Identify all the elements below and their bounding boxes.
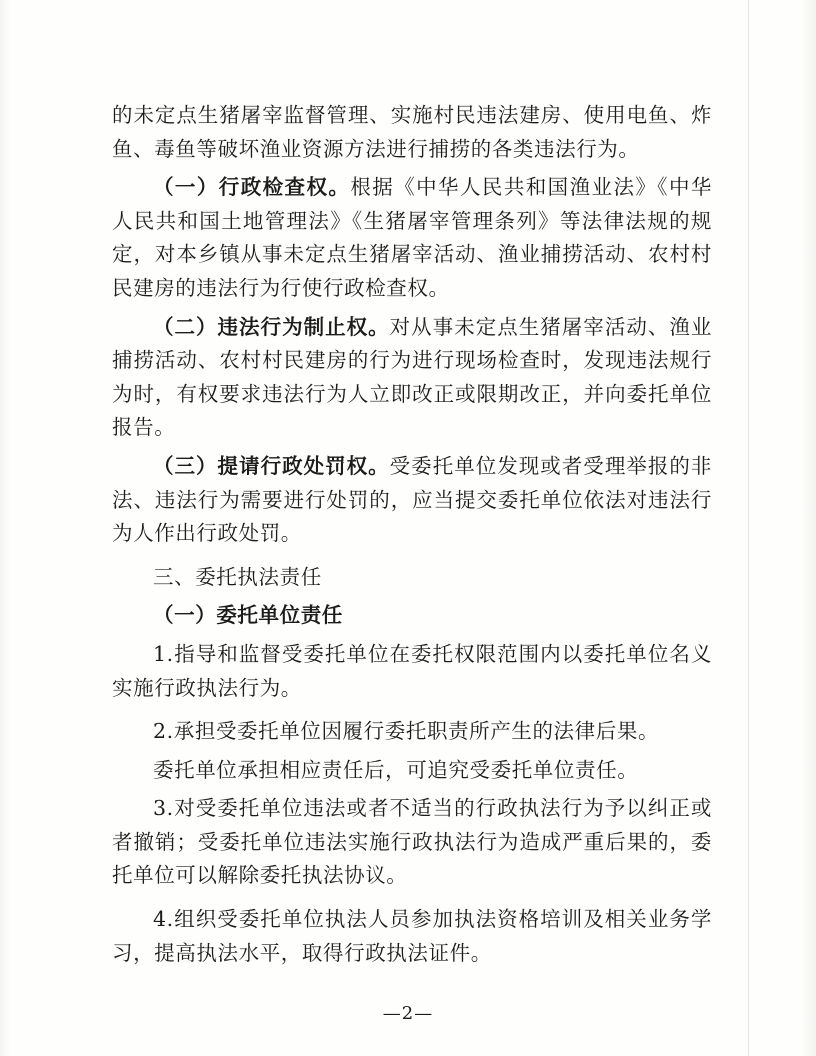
heading-penalty-request-right: （三）提请行政处罚权。 xyxy=(153,453,390,478)
page-number: —2— xyxy=(382,1003,434,1024)
paragraph-penalty-request-right: （三）提请行政处罚权。受委托单位发现或者受理举报的非法、违法行为需要进行处罚的，应当提交委托单位依法对违法行为人作出行政处罚。 xyxy=(112,453,712,546)
page-fold-line xyxy=(748,0,749,1056)
document-body xyxy=(112,99,712,970)
item-3: 3.对受委托单位违法或者不适当的行政执法行为予以纠正或者撤销；受委托单位违法实施行政执法行为造成严重后果的，委托单位可以解除委托执法协议。 xyxy=(112,796,712,888)
item-2: 2.承担受委托单位因履行委托职责所产生的法律后果。 xyxy=(153,719,660,744)
item-4: 4.组织受委托单位执法人员参加执法资格培训及相关业务学习，提高执法水平，取得行政执法证件。 xyxy=(112,907,712,965)
paragraph-continuation: 的未定点生猪屠宰监督管理、实施村民违法建房、使用电鱼、炸鱼、毒鱼等破坏渔业资源方法进行捕捞的各类违法行为。 xyxy=(112,103,712,161)
paragraph-inspection-right: （一）行政检查权。根据《中华人民共和国渔业法》《中华人民共和国土地管理法》《生猪屠宰管理条列》等法律法规的规定，对本乡镇从事未定点生猪屠宰活动、渔业捕捞活动、农村村民建房的违法行为行使行政检查权。 xyxy=(112,175,713,300)
heading-inspection-right: （一）行政检查权。 xyxy=(153,175,351,200)
item-2-note: 委托单位承担相应责任后，可追究受委托单位责任。 xyxy=(153,757,639,782)
subheading-entrusting-unit: （一）委托单位责任 xyxy=(153,603,343,628)
heading-stop-violation-right: （二）违法行为制止权。 xyxy=(153,314,390,339)
paragraph-stop-violation-right: （二）违法行为制止权。对从事未定点生猪屠宰活动、渔业捕捞活动、农村村民建房的行为进行现场检查时，发现违法规行为时，有权要求违法行为人立即改正或限期改正，并向委托单位报告。 xyxy=(112,314,712,440)
item-1: 1.指导和监督受委托单位在委托权限范围内以委托单位名义实施行政执法行为。 xyxy=(112,641,712,700)
section-heading-responsibility: 三、委托执法责任 xyxy=(153,564,322,589)
